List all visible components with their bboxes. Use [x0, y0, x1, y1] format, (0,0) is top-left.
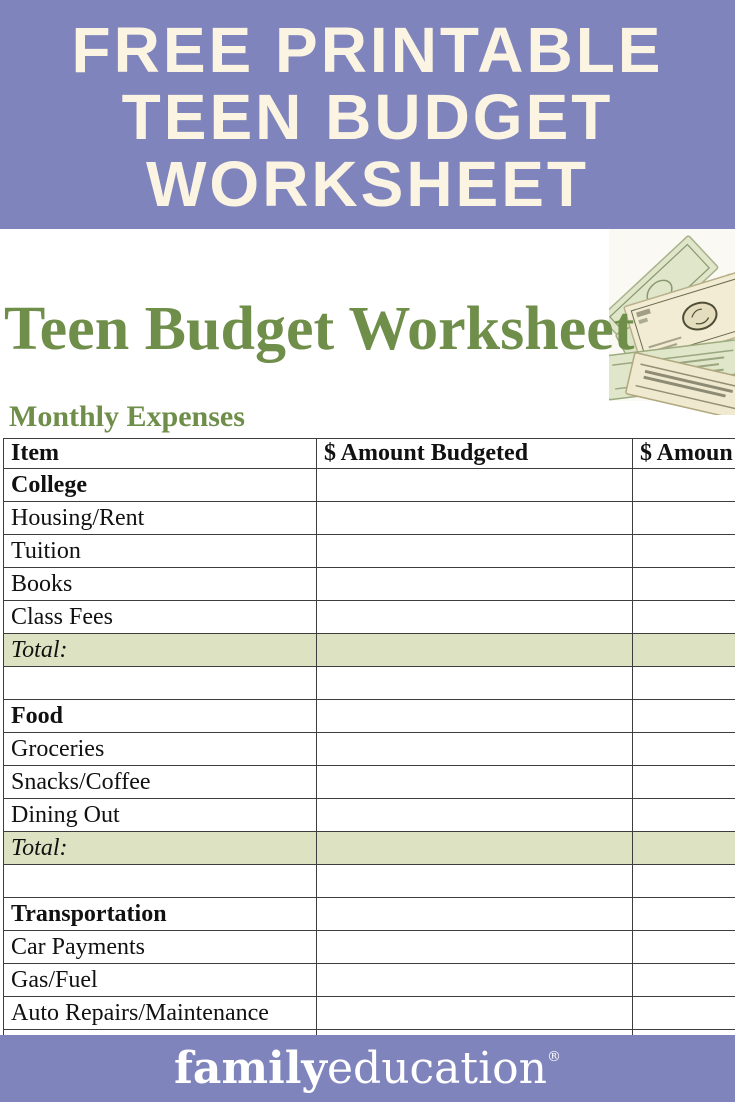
banner [0, 0, 735, 229]
amount-spent-cell [633, 766, 735, 799]
table-row [4, 502, 735, 535]
table-row [4, 634, 735, 667]
item-cell: Dining Out [4, 799, 317, 832]
table-row [4, 568, 735, 601]
amount-budgeted-cell [317, 469, 633, 502]
table-row [4, 898, 735, 931]
amount-budgeted-cell [317, 766, 633, 799]
table-row [4, 601, 735, 634]
banner-line-2: TEEN BUDGET [121, 81, 614, 153]
table-row [4, 997, 735, 1030]
amount-spent-cell [633, 469, 735, 502]
item-cell: Snacks/Coffee [4, 766, 317, 799]
brand-logo [174, 1042, 561, 1094]
table-row [4, 931, 735, 964]
amount-spent-cell [633, 568, 735, 601]
table-row [4, 700, 735, 733]
amount-budgeted-cell [317, 898, 633, 931]
amount-budgeted-cell [317, 799, 633, 832]
amount-spent-cell [633, 964, 735, 997]
amount-budgeted-cell [317, 931, 633, 964]
table-row [4, 535, 735, 568]
amount-spent-cell [633, 700, 735, 733]
amount-budgeted-cell [317, 634, 633, 667]
footer [0, 1035, 735, 1102]
item-cell: Housing/Rent [4, 502, 317, 535]
item-cell: Groceries [4, 733, 317, 766]
item-cell [4, 667, 317, 700]
table-row [4, 766, 735, 799]
amount-spent-cell [633, 997, 735, 1030]
table-row [4, 865, 735, 898]
registered-trademark-icon: ® [547, 1048, 561, 1065]
amount-spent-cell [633, 898, 735, 931]
worksheet-title: Teen Budget Worksheet [4, 295, 635, 363]
column-header: Item [4, 439, 317, 469]
table-row [4, 799, 735, 832]
table-header [4, 439, 735, 469]
amount-spent-cell [633, 535, 735, 568]
item-cell [4, 865, 317, 898]
amount-budgeted-cell [317, 832, 633, 865]
expenses-table [3, 438, 735, 1063]
item-cell: Tuition [4, 535, 317, 568]
table-row [4, 832, 735, 865]
table-header-row [4, 439, 735, 469]
item-cell: Class Fees [4, 601, 317, 634]
amount-budgeted-cell [317, 502, 633, 535]
amount-budgeted-cell [317, 535, 633, 568]
amount-budgeted-cell [317, 601, 633, 634]
item-cell: Car Payments [4, 931, 317, 964]
amount-spent-cell [633, 799, 735, 832]
section-heading: Monthly Expenses [9, 400, 245, 433]
item-cell: College [4, 469, 317, 502]
amount-budgeted-cell [317, 964, 633, 997]
amount-budgeted-cell [317, 700, 633, 733]
table-row [4, 733, 735, 766]
item-cell: Gas/Fuel [4, 964, 317, 997]
amount-budgeted-cell [317, 733, 633, 766]
amount-budgeted-cell [317, 997, 633, 1030]
table-row [4, 469, 735, 502]
amount-budgeted-cell [317, 865, 633, 898]
amount-budgeted-cell [317, 568, 633, 601]
item-cell: Food [4, 700, 317, 733]
column-header: $ Amount Budgeted [317, 439, 633, 469]
item-cell: Transportation [4, 898, 317, 931]
banner-line-1: FREE PRINTABLE [71, 14, 664, 86]
brand-family: family [174, 1042, 327, 1094]
item-cell: Total: [4, 634, 317, 667]
amount-spent-cell [633, 502, 735, 535]
item-cell: Total: [4, 832, 317, 865]
amount-spent-cell [633, 832, 735, 865]
expenses-table-wrap [3, 438, 735, 1063]
table-row [4, 964, 735, 997]
banner-line-3: WORKSHEET [146, 148, 589, 220]
brand-education: education [327, 1042, 547, 1094]
item-cell: Books [4, 568, 317, 601]
amount-spent-cell [633, 733, 735, 766]
amount-spent-cell [633, 865, 735, 898]
amount-budgeted-cell [317, 667, 633, 700]
table-body [4, 469, 735, 1063]
table-row [4, 667, 735, 700]
column-header: $ Amoun [633, 439, 735, 469]
amount-spent-cell [633, 667, 735, 700]
amount-spent-cell [633, 931, 735, 964]
amount-spent-cell [633, 634, 735, 667]
item-cell: Auto Repairs/Maintenance [4, 997, 317, 1030]
amount-spent-cell [633, 601, 735, 634]
